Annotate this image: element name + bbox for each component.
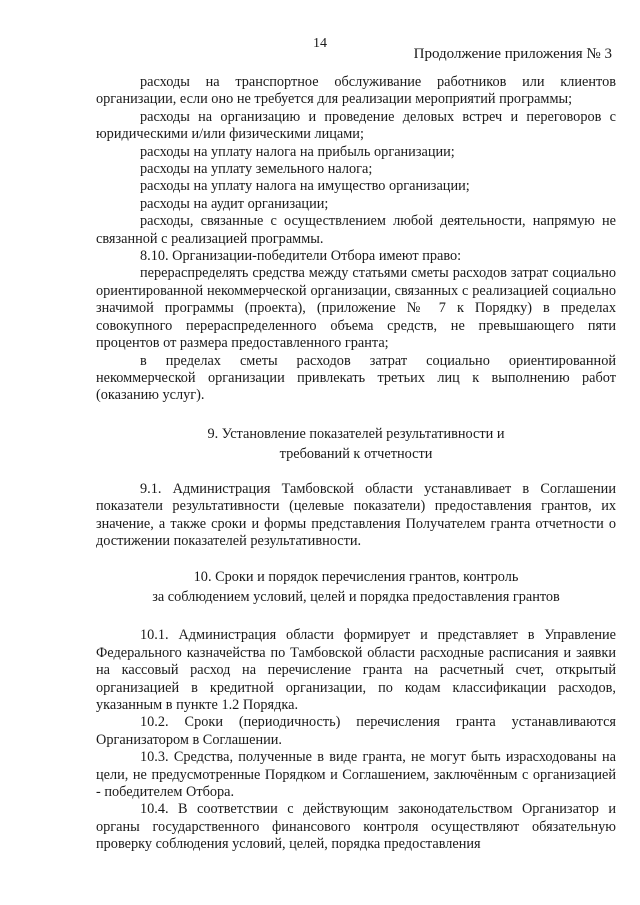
paragraph: 10.4. В соответствии с действующим законодательством Организатор и органы государственного финансового контроля осуществляют обязательную проверку соблюдения условий, целей, порядка предоставления [96,801,616,853]
paragraph: расходы, связанные с осуществлением любой деятельности, напрямую не связанной с реализацией программы. [96,213,616,247]
section-9-heading-line-2: требований к отчетности [279,445,433,462]
paragraph: 10.1. Администрация области формирует и представляет в Управление Федерального казначейства по Тамбовской области расходные расписания и заявки на кассовый расход на перечисление гранта на расчетный счет, открытый организацией в кредитной организации, по кодам классификации расходов, указанным в пункте 1.2 Порядка. [96,627,616,713]
paragraph: 8.10. Организации-победители Отбора имеют право: [140,248,462,265]
paragraph: расходы на аудит организации; [140,195,329,212]
document-body [96,74,616,854]
section-10-heading-line-2: за соблюдением условий, целей и порядка предоставления грантов [152,589,560,606]
page-number: 14 [313,36,327,51]
paragraph: 10.2. Сроки (периодичность) перечисления гранта устанавливаются Организатором в Соглашении. [96,714,616,748]
paragraph: в пределах сметы расходов затрат социально ориентированной некоммерческой организации привлекать третьих лиц к выполнению работ (оказанию услуг). [96,352,616,404]
section-10-heading-line-1: 10. Сроки и порядок перечисления грантов, контроль [193,569,519,586]
paragraph: 9.1. Администрация Тамбовской области устанавливает в Соглашении показатели результативности (целевые показатели) предоставления грантов, их значение, а также сроки и формы представления Получателем гранта отчетности о достижении показателей результативности. [96,480,616,549]
paragraph: перераспределять средства между статьями сметы расходов затрат социально ориентированной некоммерческой организации, связанных с реализацией социально значимой программы (проекта), (приложение № 7 к Порядку) в пределах совокупного перераспределенного объема средств, не превышающего пяти процентов от размера предоставленного гранта; [96,265,616,352]
paragraph: расходы на уплату налога на прибыль организации; [140,143,455,160]
paragraph: расходы на уплату налога на имущество организации; [140,178,470,195]
paragraph: расходы на организацию и проведение деловых встреч и переговоров с юридическими и/или физическими лицами; [96,108,616,143]
paragraph: расходы на уплату земельного налога; [140,161,373,178]
paragraph: 10.3. Средства, полученные в виде гранта, не могут быть израсходованы на цели, не предусмотренные Порядком и Соглашением, заключённым с организацией - победителем Отбора. [96,749,616,800]
paragraph: расходы на транспортное обслуживание работников или клиентов организации, если оно не требуется для реализации мероприятий программы; [96,74,616,108]
section-9-heading-line-1: 9. Установление показателей результативности и [207,425,505,442]
annex-continuation-note: Продолжение приложения № 3 [413,46,612,62]
